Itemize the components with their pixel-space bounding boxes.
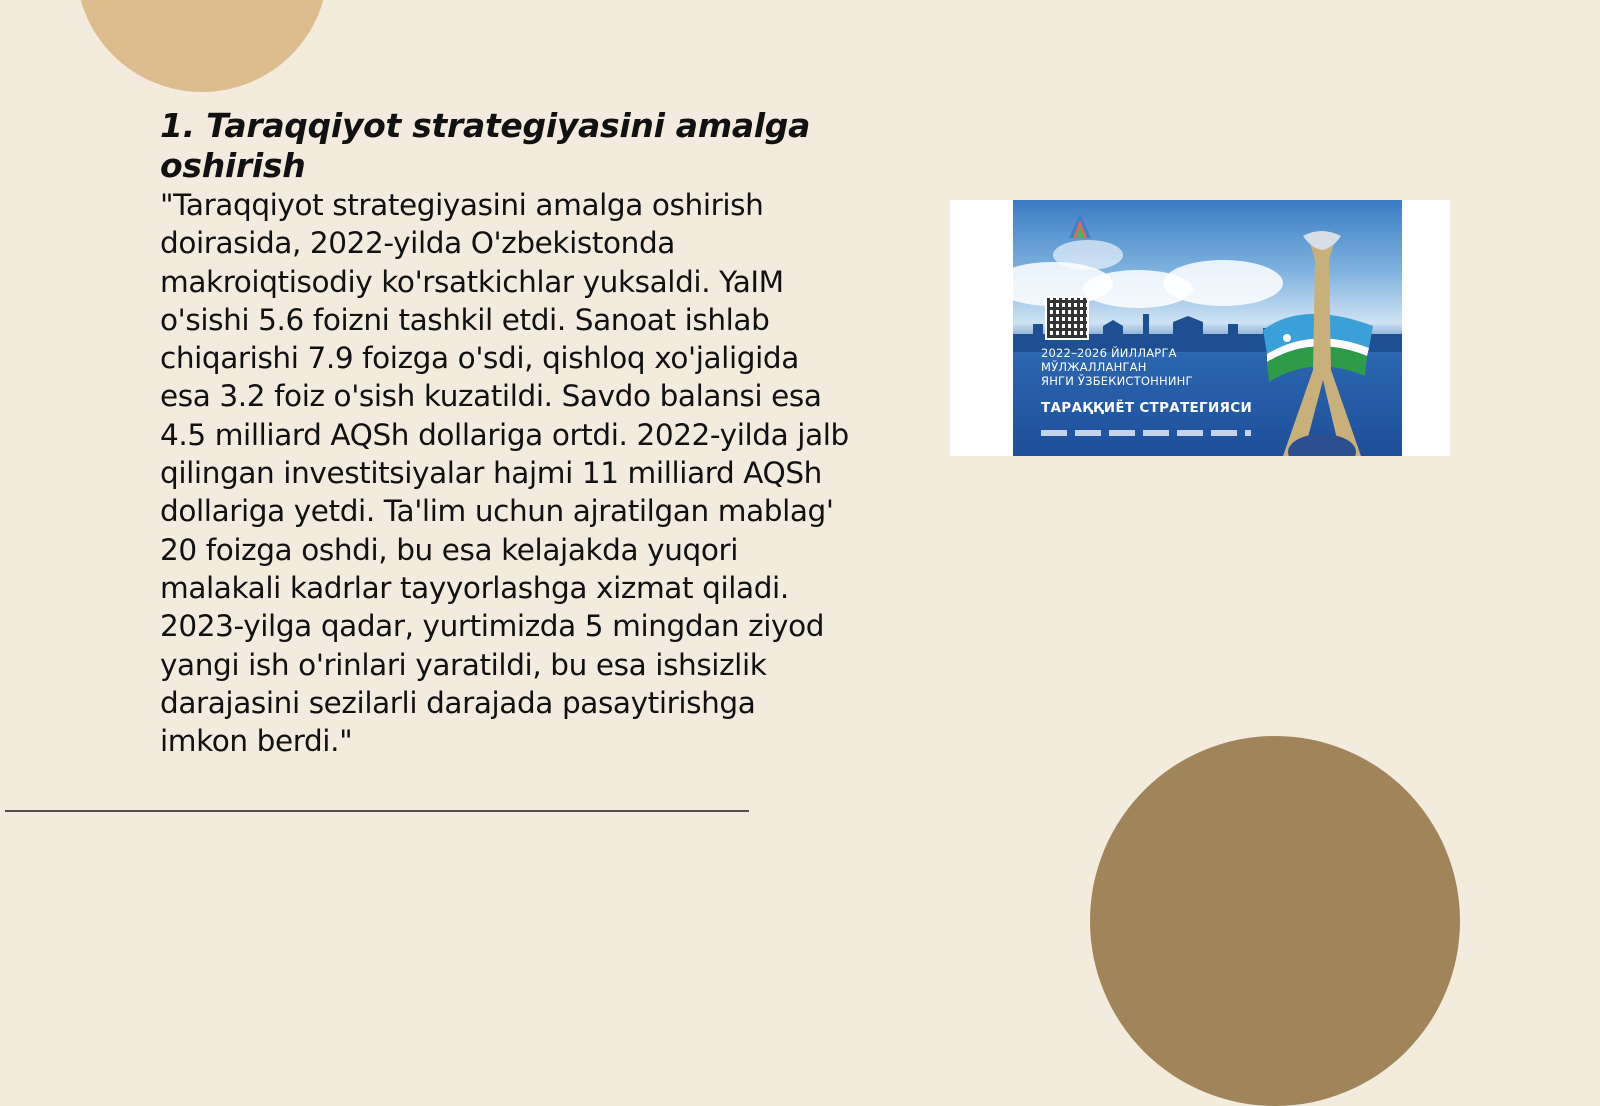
strategy-logo-icon (1045, 210, 1115, 254)
strategy-image-frame (950, 200, 1450, 456)
decorative-circle-top (76, 0, 328, 92)
divider-line (5, 810, 749, 812)
slide-title: 1. Taraqqiyot strategiyasini amalga oshirish (160, 106, 811, 185)
slide-body-text: "Taraqqiyot strategiyasini amalga oshirish doirasida, 2022-yilda O'zbekistonda makroiqtisodiy ko'rsatkichlar yuksaldi. YaIM o'sishi 5.6 foizni tashkil etdi. Sanoat ishlab chiqarishi 7.9 foizga o'sdi, qishloq xo'jaligida esa 3.2 foiz o'sish kuzatildi. Savdo balansi esa 4.5 milliard AQSh dollariga ortdi. 2022-yilda jalb qilingan investitsiyalar hajmi 11 milliard AQSh dollariga yetdi. Ta'lim uchun ajratilgan mablag' 20 foizga oshdi, bu esa kelajakda yuqori malakali kadrlar tayyorlashga xizmat qiladi. 2023-yilga qadar, yurtimizda 5 mingdan ziyod yangi ish o'rinlari yaratildi, bu esa ishsizlik darajasini sezilarli darajada pasaytirishga imkon berdi." (160, 188, 849, 759)
banner-line-1: 2022–2026 ЙИЛЛАРГА (1041, 346, 1177, 360)
banner-line-2: МЎЛЖАЛЛАНГАН (1041, 360, 1147, 374)
qr-code-icon (1045, 296, 1089, 340)
monument-icon (1243, 230, 1402, 456)
decorative-circle-bottom (1090, 736, 1460, 1106)
strategy-banner-image (1013, 200, 1402, 456)
banner-headline: ТАРАҚҚИЁТ СТРАТЕГИЯСИ (1041, 400, 1253, 416)
banner-line-3: ЯНГИ ЎЗБЕКИСТОННИНГ (1041, 374, 1193, 388)
banner-social-links (1041, 430, 1251, 436)
